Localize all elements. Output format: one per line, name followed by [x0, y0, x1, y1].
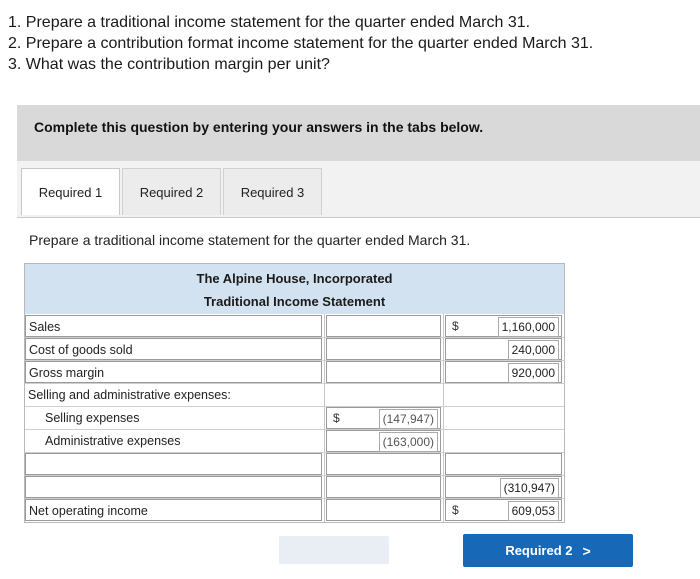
total-input[interactable] [445, 476, 562, 498]
table-row [25, 338, 564, 361]
tab-panel [17, 217, 700, 579]
row-label-net-income[interactable]: Net operating income [25, 499, 322, 521]
row-label-sga: Selling and administrative expenses: [28, 388, 231, 402]
row-label-selling: Selling expenses [45, 411, 140, 425]
table-row [25, 315, 564, 338]
banner-text: Complete this question by entering your answers in the tabs below. [34, 119, 484, 135]
table-row [25, 384, 564, 407]
amount-input[interactable] [326, 407, 441, 429]
tab-required-3[interactable]: Required 3 [223, 168, 322, 215]
total-value: 1,160,000 [498, 317, 559, 337]
row-label-input[interactable] [25, 476, 322, 498]
tab-bar [17, 161, 700, 217]
next-button-label: Required 2 [505, 543, 573, 558]
next-required-button[interactable] [463, 534, 633, 567]
amount-input[interactable] [326, 499, 441, 521]
statement-header [25, 264, 564, 314]
amount-input[interactable] [326, 338, 441, 360]
row-label-cogs[interactable]: Cost of goods sold [25, 338, 322, 360]
total-value: 920,000 [508, 363, 559, 383]
income-statement-table [24, 263, 565, 523]
tab-required-2[interactable]: Required 2 [122, 168, 221, 215]
currency-symbol: $ [452, 319, 459, 333]
row-label-admin: Administrative expenses [45, 434, 181, 448]
currency-symbol: $ [452, 503, 459, 517]
panel-instruction: Prepare a traditional income statement for the quarter ended March 31. [29, 232, 471, 248]
total-input[interactable] [445, 315, 562, 337]
amount-input[interactable] [326, 361, 441, 383]
question-1: 1. Prepare a traditional income statement for the quarter ended March 31. [8, 14, 531, 31]
table-row [25, 407, 564, 430]
previous-button[interactable] [279, 536, 389, 564]
question-2: 2. Prepare a contribution format income statement for the quarter ended March 31. [8, 35, 594, 52]
question-list [8, 12, 593, 75]
total-input[interactable] [445, 361, 562, 383]
question-3: 3. What was the contribution margin per unit? [8, 56, 330, 73]
instruction-banner [17, 105, 700, 161]
table-row [25, 499, 564, 522]
table-row [25, 476, 564, 499]
total-value: 240,000 [508, 340, 559, 360]
amount-input[interactable] [326, 453, 441, 475]
amount-input[interactable] [326, 430, 441, 452]
total-input[interactable] [445, 499, 562, 521]
amount-input[interactable] [326, 476, 441, 498]
row-label-sales[interactable]: Sales [25, 315, 322, 337]
chevron-right-icon: > [582, 542, 591, 559]
amount-input[interactable] [326, 315, 441, 337]
total-value: (310,947) [500, 478, 559, 498]
company-name: The Alpine House, Incorporated [196, 271, 393, 286]
amount-value: (147,947) [379, 409, 438, 429]
tab-required-1[interactable]: Required 1 [21, 168, 120, 215]
total-value: 609,053 [508, 501, 559, 521]
table-row [25, 453, 564, 476]
table-row [25, 430, 564, 453]
table-row [25, 361, 564, 384]
row-label-input[interactable] [25, 453, 322, 475]
row-label-gross-margin[interactable]: Gross margin [25, 361, 322, 383]
statement-title: Traditional Income Statement [203, 294, 386, 309]
amount-value: (163,000) [379, 432, 438, 452]
total-input[interactable] [445, 338, 562, 360]
currency-symbol: $ [333, 411, 340, 425]
total-input[interactable] [445, 453, 562, 475]
